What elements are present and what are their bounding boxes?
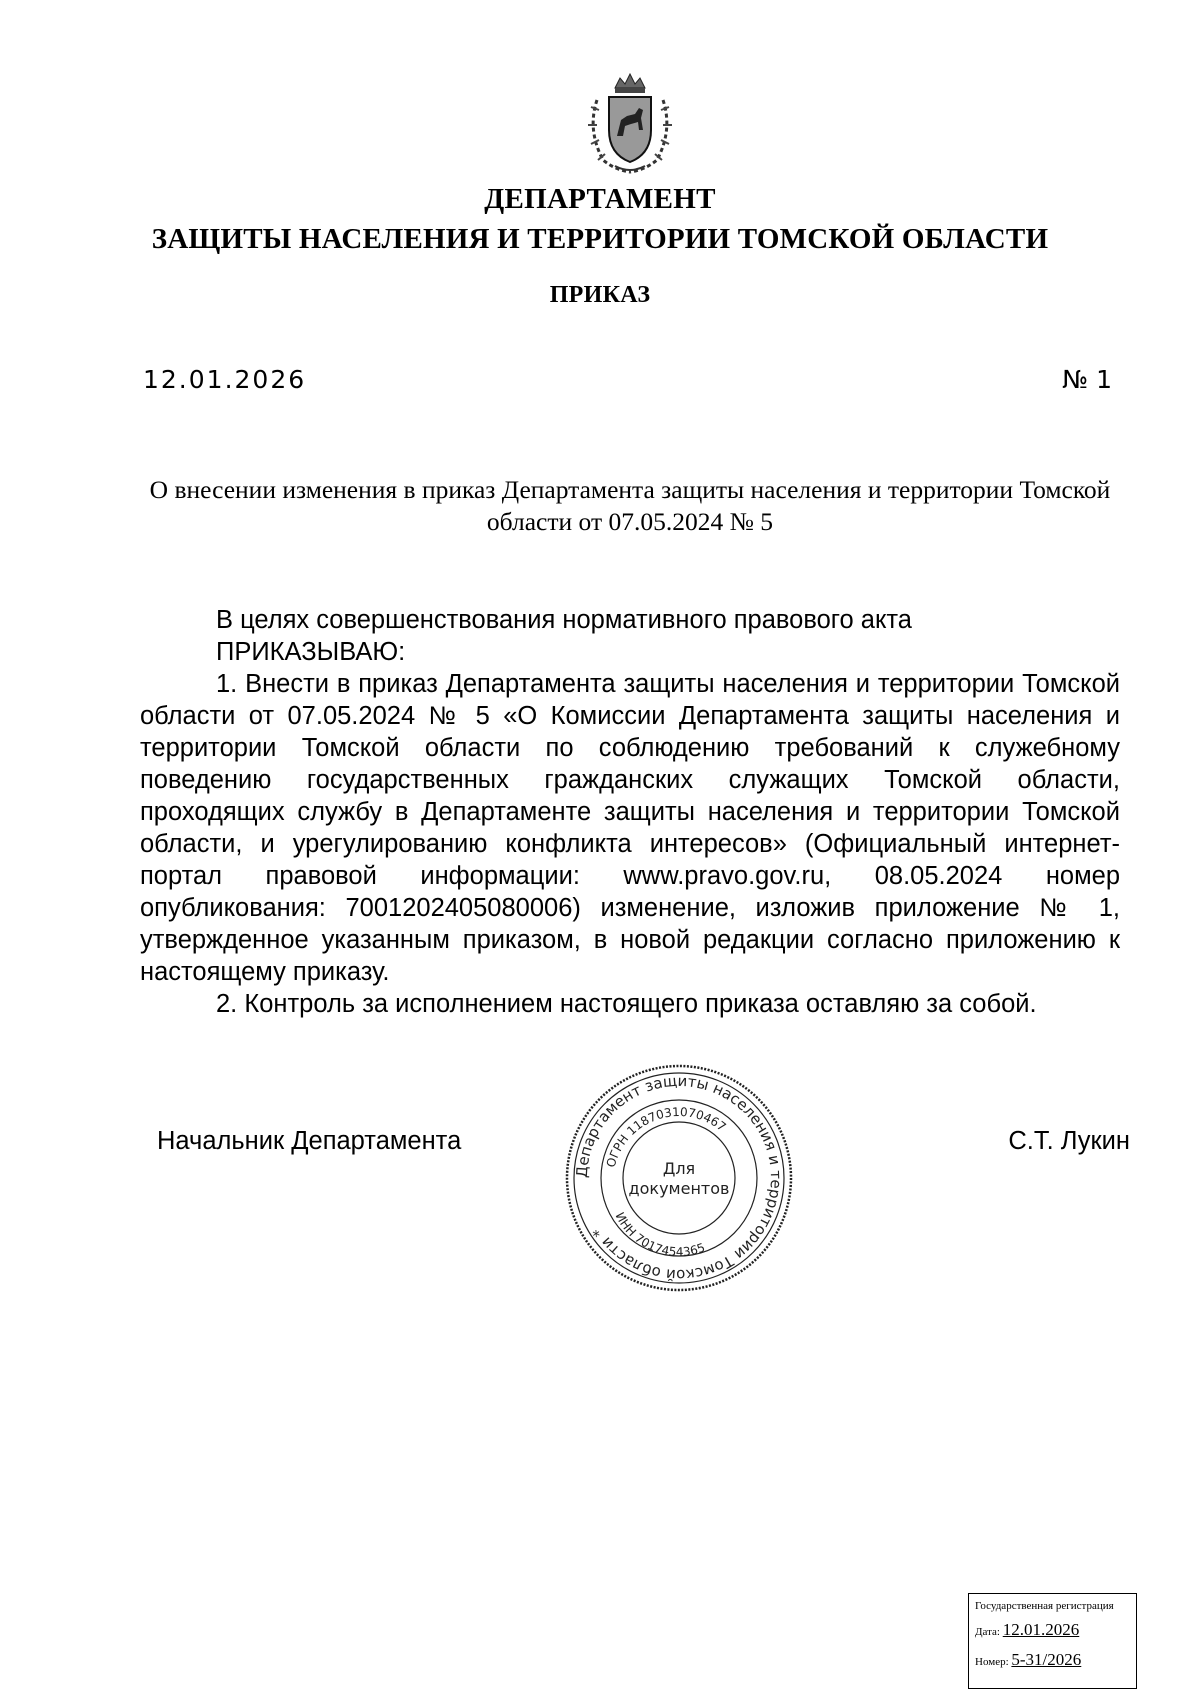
seal-inn: ИНН 7017454365 [612,1209,707,1260]
item-2: 2. Контроль за исполнением настоящего приказа оставляю за собой. [216,990,1037,1018]
registration-date-label: Дата: [975,1626,1000,1638]
seal-ogrn: ОГРН 1187031070467 [603,1104,729,1169]
registration-number-row [975,1650,1081,1670]
seal-center-line2: документов [628,1179,730,1198]
registration-number-value: 5-31/2026 [1011,1650,1082,1669]
registration-box [968,1593,1137,1689]
signatory-name: С.Т. Лукин [1008,1127,1130,1155]
order-number: № 1 [1062,365,1112,394]
department-title-line2: ЗАЩИТЫ НАСЕЛЕНИЯ И ТЕРРИТОРИИ ТОМСКОЙ ОБЛАСТИ [151,223,1049,255]
item-1: 1. Внести в приказ Департамента защиты населения и территории Томской области от 07.05.2024 № 5 «О Комиссии Департамента защиты населения и территории Томской области по соблюдению требований к служебному поведению государственных гражданских служащих Томской области, проходящих службу в Департаменте защиты населения и территории Томской области, и урегулированию конфликта интересов» (Официальный интернет-портал правовой информации: www.pravo.gov.ru, 08.05.2024 номер опубликования: 7001202405080006) изменение, изложив приложение № 1, утвержденное указанным приказом, в новой редакции согласно приложению к настоящему приказу. [140,670,1120,986]
order-body [140,604,1120,1020]
official-seal [563,1062,795,1294]
department-title-line1: ДЕПАРТАМЕНТ [484,183,716,215]
registration-date-row [975,1620,1079,1640]
order-subject: О внесении изменения в приказ Департамента защиты населения и территории Томской области от 07.05.2024 № 5 [149,475,1111,536]
order-date: 12.01.2026 [143,365,307,394]
signatory-position: Начальник Департамента [157,1127,462,1155]
registration-number-label: Номер: [975,1656,1009,1668]
coat-of-arms-icon [575,70,685,180]
registration-date-value: 12.01.2026 [1002,1620,1080,1639]
registration-title: Государственная регистрация [975,1600,1114,1612]
seal-center-line1: Для [662,1159,696,1178]
order-word: ПРИКАЗЫВАЮ: [216,638,406,666]
document-type: ПРИКАЗ [549,282,651,308]
seal-outer-text: Департамент защиты населения и территории Томской области * [572,1071,786,1285]
intro-paragraph: В целях совершенствования нормативного правового акта [216,606,912,634]
